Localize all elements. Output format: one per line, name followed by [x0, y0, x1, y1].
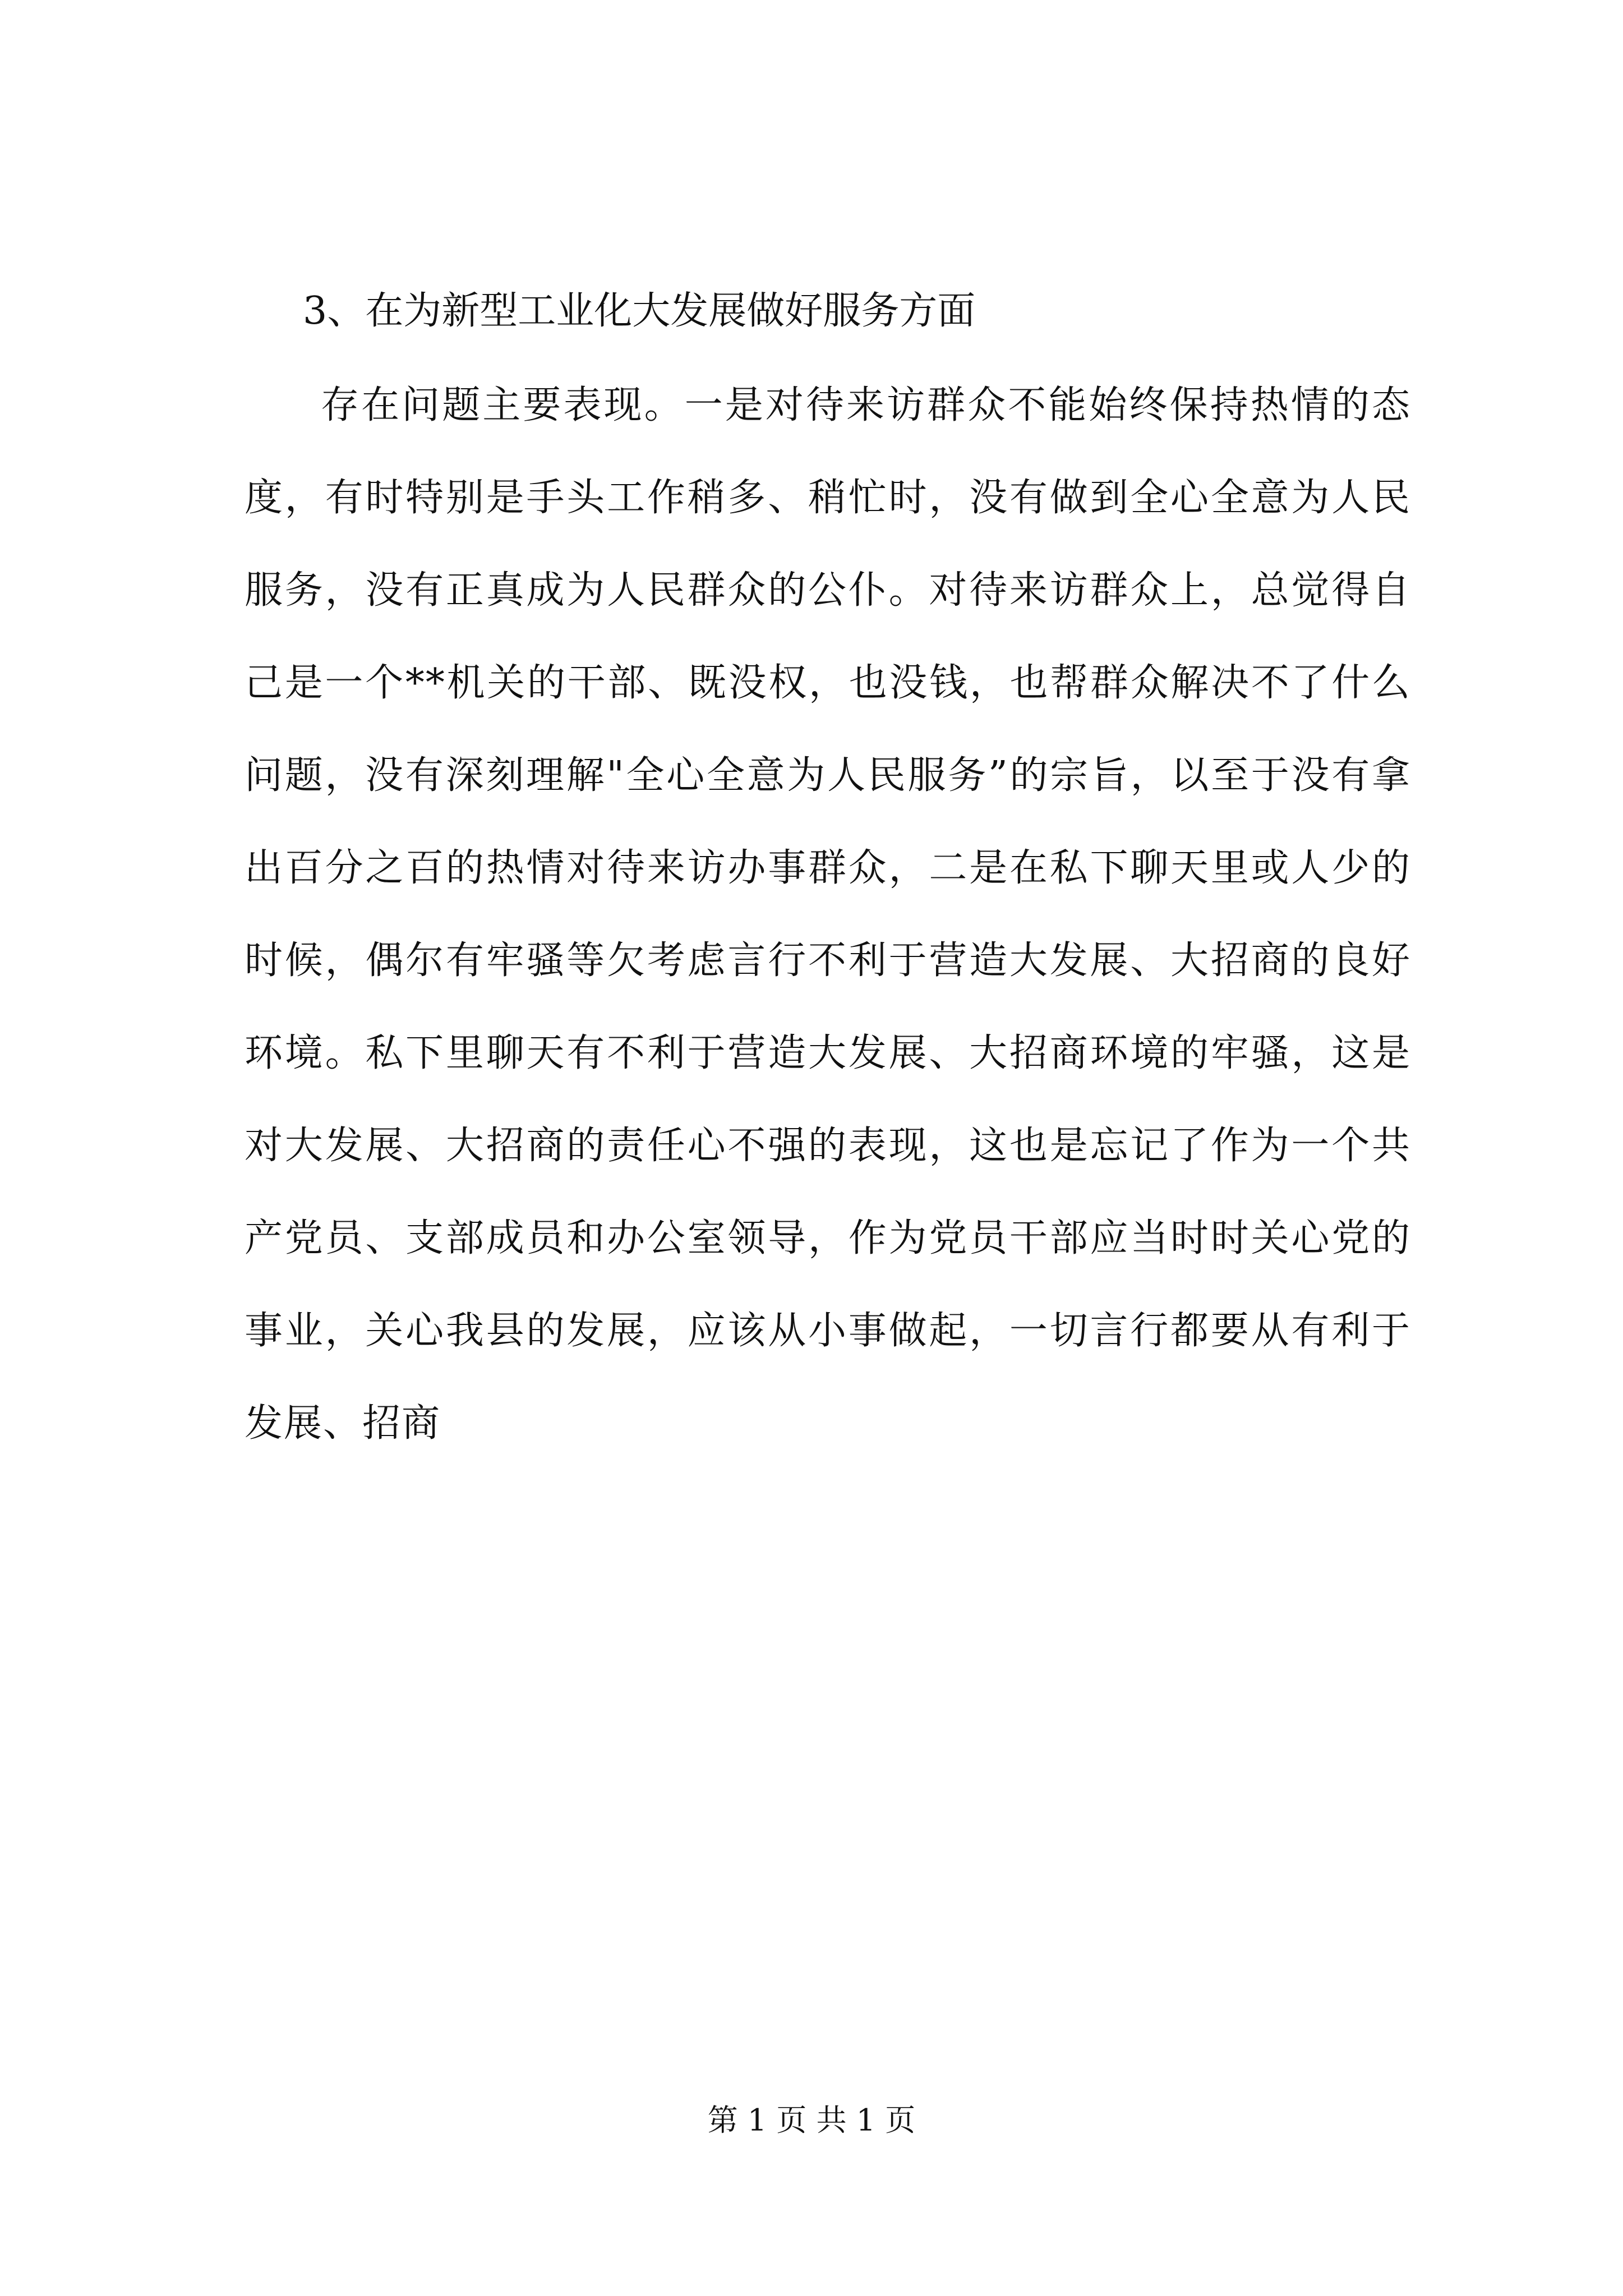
section-heading: 3、在为新型工业化大发展做好服务方面	[303, 289, 976, 333]
page-number-footer: 第 1 页 共 1 页	[707, 2102, 916, 2138]
body-paragraph: 存在问题主要表现。一是对待来访群众不能始终保持热情的态度，有时特别是手头工作稍多、稍忙时，没有做到全心全意为人民服务，没有正真成为人民群众的公仆。对待来访群众上，总觉得自己是一个**机关的干部、既没权，也没钱，也帮群众解决不了什么问题，没有深刻理解"全心全意为人民服务”的宗旨，以至于没有拿出百分之百的热情对待来访办事群众，二是在私下聊天里或人少的时候，偶尔有牢骚等欠考虑言行不利于营造大发展、大招商的良好环境。私下里聊天有不利于营造大发展、大招商环境的牢骚，这是对大发展、大招商的责任心不强的表现，这也是忘记了作为一个共产党员、支部成员和办公室领导，作为党员干部应当时时关心党的事业，关心我县的发展，应该从小事做起，一切言行都要从有利于发展、招商	[245, 383, 1411, 1446]
document-body	[245, 264, 1411, 1470]
